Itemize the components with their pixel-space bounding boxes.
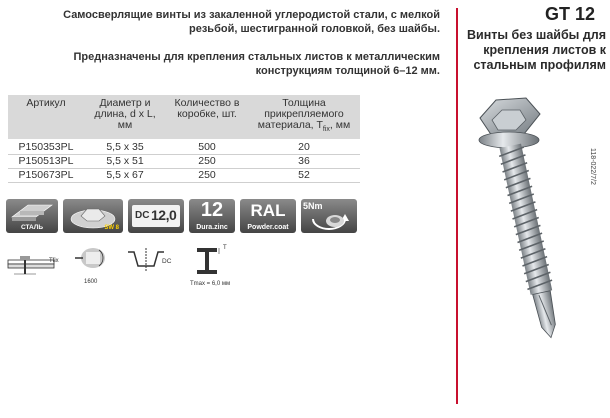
cell-size: 5,5 x 35 [106,141,144,154]
screw-image [458,80,608,410]
ral-title: RAL [250,201,286,220]
spec-table [8,95,360,183]
cell-qty: 250 [198,169,216,182]
material-thickness-diagram-icon [193,246,223,282]
col-diameter: Диаметр и длина, d x L, мм [84,95,166,139]
steel-badge [6,199,58,233]
dura-number: 12 [200,199,224,221]
cell-article: P150673PL [18,169,74,182]
col-quantity: Количество в коробке, шт. [166,95,248,139]
ral-label: Powder.coat [247,224,289,231]
tfix-label: Tfix [49,258,59,264]
cell-thickness: 36 [298,155,310,168]
ral-badge [240,199,296,233]
tmax-label: Tmax = 6,0 мм [190,281,231,287]
torque-label: 5Nm [303,201,323,211]
cell-article: P150513PL [18,155,74,168]
dc-badge [128,199,184,233]
table-row [8,169,360,183]
sw-badge [63,199,123,233]
col-thickness: Толщина прикрепляемого материала, $T_{fix}$, мм [248,95,360,139]
dc-value: 12,0 [151,207,177,223]
product-subtitle: Винты без шайбы для крепления листов к стальным профилям [467,28,606,72]
cell-thickness: 52 [298,169,310,182]
product-code: GT 12 [545,4,596,24]
table-header-row [8,95,360,139]
steel-label: СТАЛЬ [20,224,44,231]
cell-article: P150353PL [18,141,74,154]
table-row [8,155,360,169]
col-article: Артикул [8,95,84,139]
dura-label: Dura.zinc [196,224,228,231]
dc-diagram-label: DC [162,258,172,265]
table-row [8,139,360,155]
dc-prefix: DC [135,210,150,221]
cell-size: 5,5 x 67 [106,169,144,182]
cell-qty: 500 [198,141,216,154]
cell-qty: 250 [198,155,216,168]
fastening-diagram-icon [6,246,68,282]
drill-capacity-diagram-icon [126,246,166,276]
dura-zinc-badge [189,199,235,233]
t-label: T [223,245,227,251]
product-application: Предназначены для крепления стальных листов к металлическим конструкциям толщиной 6–12 мм. [73,51,440,77]
torque-badge [301,199,357,233]
side-code: 118-022/7/2 [589,148,596,185]
sw-label: SW 8 [104,225,119,231]
drill-icon [73,244,113,274]
cell-size: 5,5 x 51 [106,155,144,168]
speed-label: 1600 [84,279,98,285]
cell-thickness: 20 [298,141,310,154]
product-description: Самосверлящие винты из закаленной углеродистой стали, с мелкой резьбой, шестигранной головкой, без шайбы. [63,9,440,35]
